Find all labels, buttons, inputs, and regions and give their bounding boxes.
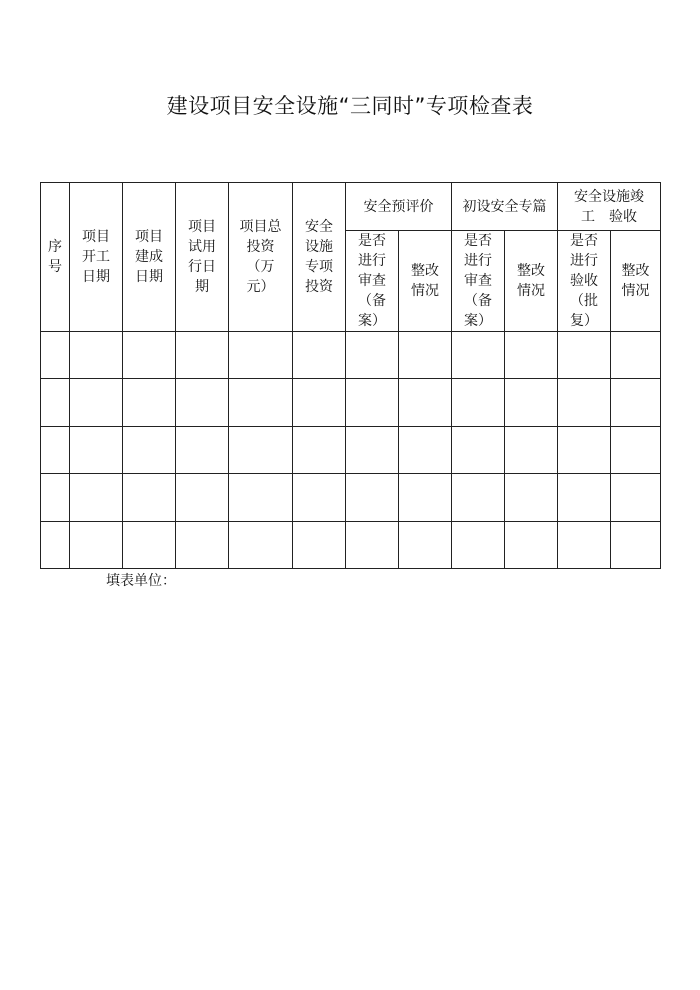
table-cell[interactable] [41,522,70,569]
table-cell[interactable] [70,379,123,427]
table-cell[interactable] [611,427,661,474]
table-cell[interactable] [505,474,558,522]
header-total-investment: 项目总投资（万元） [229,183,293,332]
table-cell[interactable] [611,379,661,427]
table-cell[interactable] [123,427,176,474]
group-acceptance: 安全设施竣工 验收 [558,183,661,231]
table-cell[interactable] [346,332,399,379]
table-cell[interactable] [505,522,558,569]
filling-unit-label: 填表单位： [106,573,176,589]
table-cell[interactable] [346,379,399,427]
table-cell[interactable] [176,379,229,427]
subheader-acceptance-review: 是否进行验收（批复） [558,231,611,332]
table-cell[interactable] [558,332,611,379]
group-pre-eval: 安全预评价 [346,183,452,231]
table-cell[interactable] [505,427,558,474]
header-trial-date: 项目试用行日期 [176,183,229,332]
table-cell[interactable] [558,427,611,474]
table-cell[interactable] [293,522,346,569]
table-cell[interactable] [229,427,293,474]
table-cell[interactable] [505,379,558,427]
table-cell[interactable] [505,332,558,379]
table-cell[interactable] [293,332,346,379]
header-start-date: 项目开工日期 [70,183,123,332]
table-cell[interactable] [123,474,176,522]
subheader-pre-eval-review: 是否进行审查（备案） [346,231,399,332]
table-cell[interactable] [293,379,346,427]
table-row [41,427,661,474]
table-cell[interactable] [176,474,229,522]
table-cell[interactable] [346,427,399,474]
table-cell[interactable] [452,427,505,474]
table-cell[interactable] [399,474,452,522]
table-cell[interactable] [346,474,399,522]
table-cell[interactable] [229,379,293,427]
table-cell[interactable] [123,522,176,569]
table-cell[interactable] [70,427,123,474]
table-cell[interactable] [293,427,346,474]
table-cell[interactable] [558,522,611,569]
subheader-acceptance-fix: 整改情况 [611,231,661,332]
table-cell[interactable] [41,379,70,427]
table-cell[interactable] [346,522,399,569]
header-index: 序号 [41,183,70,332]
table-cell[interactable] [41,427,70,474]
table-cell[interactable] [399,427,452,474]
table-cell[interactable] [558,379,611,427]
header-safety-investment: 安全设施专项投资 [293,183,346,332]
table-cell[interactable] [611,522,661,569]
page-title: 建设项目安全设施“三同时”专项检查表 [166,94,534,118]
table-cell[interactable] [452,474,505,522]
table-cell[interactable] [70,474,123,522]
table-cell[interactable] [229,522,293,569]
table-cell[interactable] [558,474,611,522]
table-cell[interactable] [399,332,452,379]
table-cell[interactable] [452,332,505,379]
table-cell[interactable] [176,427,229,474]
table-cell[interactable] [452,522,505,569]
table-row [41,332,661,379]
table-cell[interactable] [399,379,452,427]
table-cell[interactable] [41,332,70,379]
table-cell[interactable] [399,522,452,569]
table-cell[interactable] [611,474,661,522]
table-cell[interactable] [123,379,176,427]
inspection-table [40,182,661,569]
subheader-design-review: 是否进行审查（备案） [452,231,505,332]
table-cell[interactable] [229,474,293,522]
table-cell[interactable] [229,332,293,379]
header-completion-date: 项目建成日期 [123,183,176,332]
table-cell[interactable] [611,332,661,379]
subheader-pre-eval-fix: 整改情况 [399,231,452,332]
table-row [41,474,661,522]
table-row [41,522,661,569]
table-row [41,379,661,427]
table-cell[interactable] [70,332,123,379]
table-cell[interactable] [70,522,123,569]
table-cell[interactable] [41,474,70,522]
table-cell[interactable] [293,474,346,522]
table-cell[interactable] [176,522,229,569]
group-design: 初设安全专篇 [452,183,558,231]
table-cell[interactable] [123,332,176,379]
subheader-design-fix: 整改情况 [505,231,558,332]
table-cell[interactable] [452,379,505,427]
table-cell[interactable] [176,332,229,379]
